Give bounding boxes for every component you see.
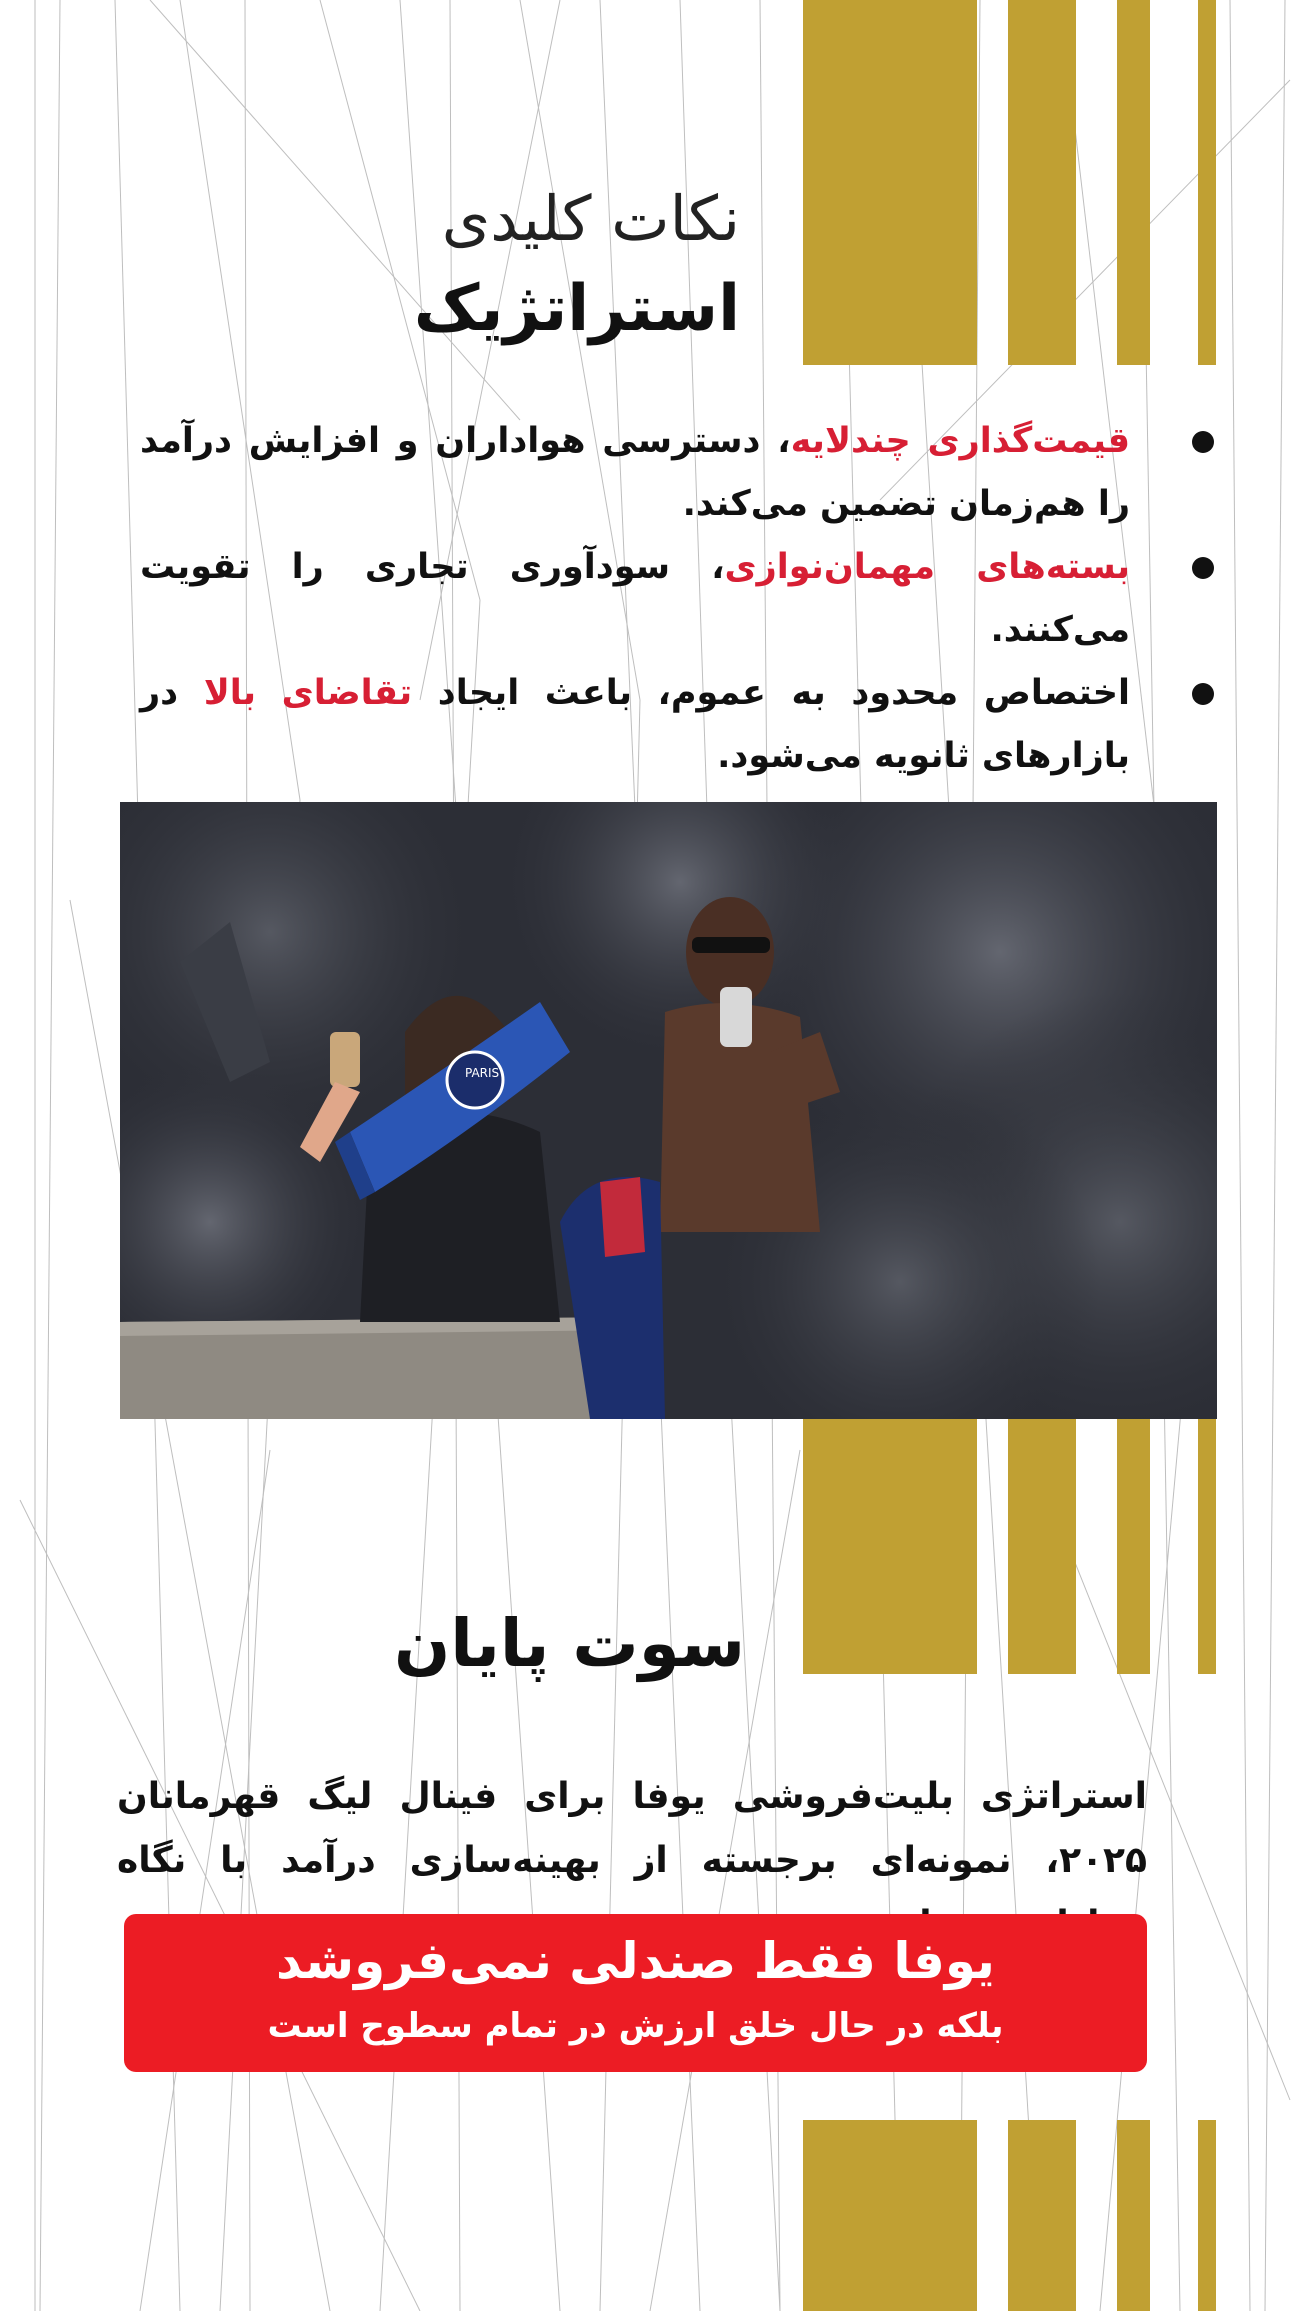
scarf-text: PARIS [465,1066,500,1080]
gold-bar [803,0,977,365]
gold-bar [1117,2120,1150,2311]
bullet-text: ، دسترسی هواداران و افزایش درآمد را هم‌زمان تضمین می‌کند. [140,421,1130,524]
list-item [140,410,1130,536]
highlight-text: قیمت‌گذاری چندلایه [790,421,1131,461]
highlight-text: بسته‌های مهمان‌نوازی [724,547,1130,587]
banner-subline: بلکه در حال خلق ارزش در تمام سطوح است [267,2006,1004,2046]
bullet-text: ، سودآوری تجاری را تقویت می‌کنند. [140,547,1130,650]
section-subtitle: نکات کلیدی [441,182,740,255]
gold-bar [1008,2120,1076,2311]
fans-smoke-illustration [120,802,1217,1419]
gold-bar [803,1419,977,1674]
gold-bar [1198,2120,1216,2311]
gold-bar [1008,0,1076,365]
list-item [140,536,1130,662]
banner-headline: یوفا فقط صندلی نمی‌فروشد [276,1932,995,1990]
list-item [140,662,1130,788]
highlight-text: تقاضای بالا [203,673,413,713]
bullet-text: در بازارهای ثانویه می‌شود. [140,673,1130,776]
fans-photo [120,802,1217,1419]
gold-bar [1008,1419,1076,1674]
gold-bar [1117,0,1150,365]
section-title: استراتژیک [413,272,740,346]
gold-bar [803,2120,977,2311]
conclusion-text: استراتژی بلیت‌فروشی یوفا برای فینال لیگ قهرمانان ۲۰۲۵، نمونه‌ای برجسته از بهینه‌سازی درآمد با نگاه [117,1776,1147,1881]
key-points-list [140,410,1130,788]
cta-banner [124,1914,1147,2072]
gold-bar [1117,1419,1150,1674]
gold-bar [1198,0,1216,365]
gold-bar [1198,1419,1216,1674]
bullet-text: اختصاص محدود به عموم، باعث ایجاد [412,673,1131,713]
conclusion-title: سوت پایان [393,1605,745,1682]
